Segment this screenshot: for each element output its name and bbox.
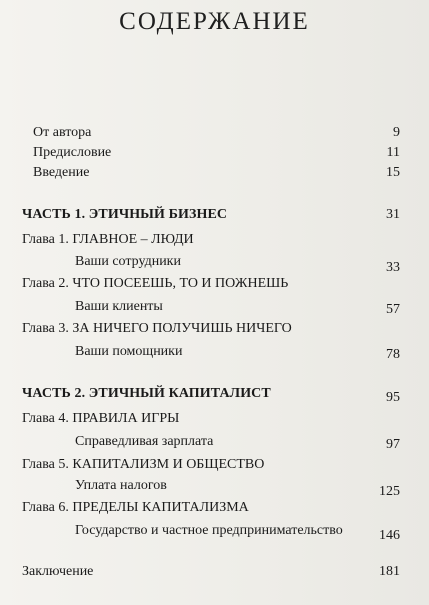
toc-entry-page: 57 bbox=[386, 302, 400, 317]
toc-entry-label: От автора bbox=[33, 125, 92, 140]
toc-entry-page: 33 bbox=[386, 260, 400, 275]
toc-section-label: Справедливая зарплата bbox=[75, 434, 214, 449]
toc-entry-page: 146 bbox=[379, 528, 400, 543]
toc-entry-page: 181 bbox=[379, 564, 400, 579]
toc-section-6[interactable] bbox=[0, 521, 429, 541]
toc-section-label: Ваши клиенты bbox=[75, 299, 163, 314]
toc-chapter-3[interactable] bbox=[0, 319, 429, 339]
toc-chapter-label: Глава 6. ПРЕДЕЛЫ КАПИТАЛИЗМА bbox=[22, 500, 249, 515]
toc-section-label: Ваши помощники bbox=[75, 344, 183, 359]
toc-chapter-5[interactable] bbox=[0, 455, 429, 475]
toc-section-label: Ваши сотрудники bbox=[75, 254, 181, 269]
toc-entry-page: 78 bbox=[386, 347, 400, 362]
toc-entry-page: 9 bbox=[393, 125, 400, 140]
toc-entry-conclusion[interactable] bbox=[0, 562, 429, 582]
toc-entry-page: 11 bbox=[386, 145, 400, 160]
toc-entry-label: Введение bbox=[33, 165, 90, 180]
toc-entry-page: 125 bbox=[379, 484, 400, 499]
toc-entry-preface[interactable] bbox=[0, 143, 429, 163]
toc-section-3[interactable] bbox=[0, 342, 429, 362]
toc-chapter-label: Глава 1. ГЛАВНОЕ – ЛЮДИ bbox=[22, 232, 194, 247]
toc-section-5[interactable] bbox=[0, 476, 429, 499]
toc-chapter-6[interactable] bbox=[0, 498, 429, 518]
toc-chapter-label: Глава 2. ЧТО ПОСЕЕШЬ, ТО И ПОЖНЕШЬ bbox=[22, 276, 289, 291]
toc-entry-page: 97 bbox=[386, 437, 400, 452]
toc-part-2[interactable] bbox=[0, 384, 429, 404]
toc-part-1[interactable] bbox=[0, 205, 429, 225]
toc-section-1[interactable] bbox=[0, 252, 429, 275]
toc-entry-label: Предисловие bbox=[33, 145, 112, 160]
toc-chapter-2[interactable] bbox=[0, 274, 429, 294]
toc-section-label: Государство и частное предпринимательство bbox=[75, 523, 343, 538]
toc-chapter-1[interactable] bbox=[0, 230, 429, 250]
toc-part-label: ЧАСТЬ 1. ЭТИЧНЫЙ БИЗНЕС bbox=[22, 207, 228, 222]
toc-section-4[interactable] bbox=[0, 432, 429, 452]
toc-entry-label: Заключение bbox=[22, 564, 94, 579]
toc-entry-introduction[interactable] bbox=[0, 163, 429, 183]
toc-chapter-label: Глава 3. ЗА НИЧЕГО ПОЛУЧИШЬ НИЧЕГО bbox=[22, 321, 292, 336]
page-title: СОДЕРЖАНИЕ bbox=[119, 8, 310, 35]
toc-chapter-label: Глава 4. ПРАВИЛА ИГРЫ bbox=[22, 411, 180, 426]
toc-chapter-label: Глава 5. КАПИТАЛИЗМ И ОБЩЕСТВО bbox=[22, 457, 265, 472]
toc-entry-page: 31 bbox=[386, 207, 400, 222]
toc-section-label: Уплата налогов bbox=[75, 478, 167, 493]
toc-part-label: ЧАСТЬ 2. ЭТИЧНЫЙ КАПИТАЛИСТ bbox=[22, 386, 271, 401]
toc-entry-page: 95 bbox=[386, 390, 400, 405]
toc-entry-page: 15 bbox=[386, 165, 400, 180]
toc-chapter-4[interactable] bbox=[0, 409, 429, 429]
toc-entry-author[interactable] bbox=[0, 123, 429, 143]
toc-section-2[interactable] bbox=[0, 297, 429, 317]
